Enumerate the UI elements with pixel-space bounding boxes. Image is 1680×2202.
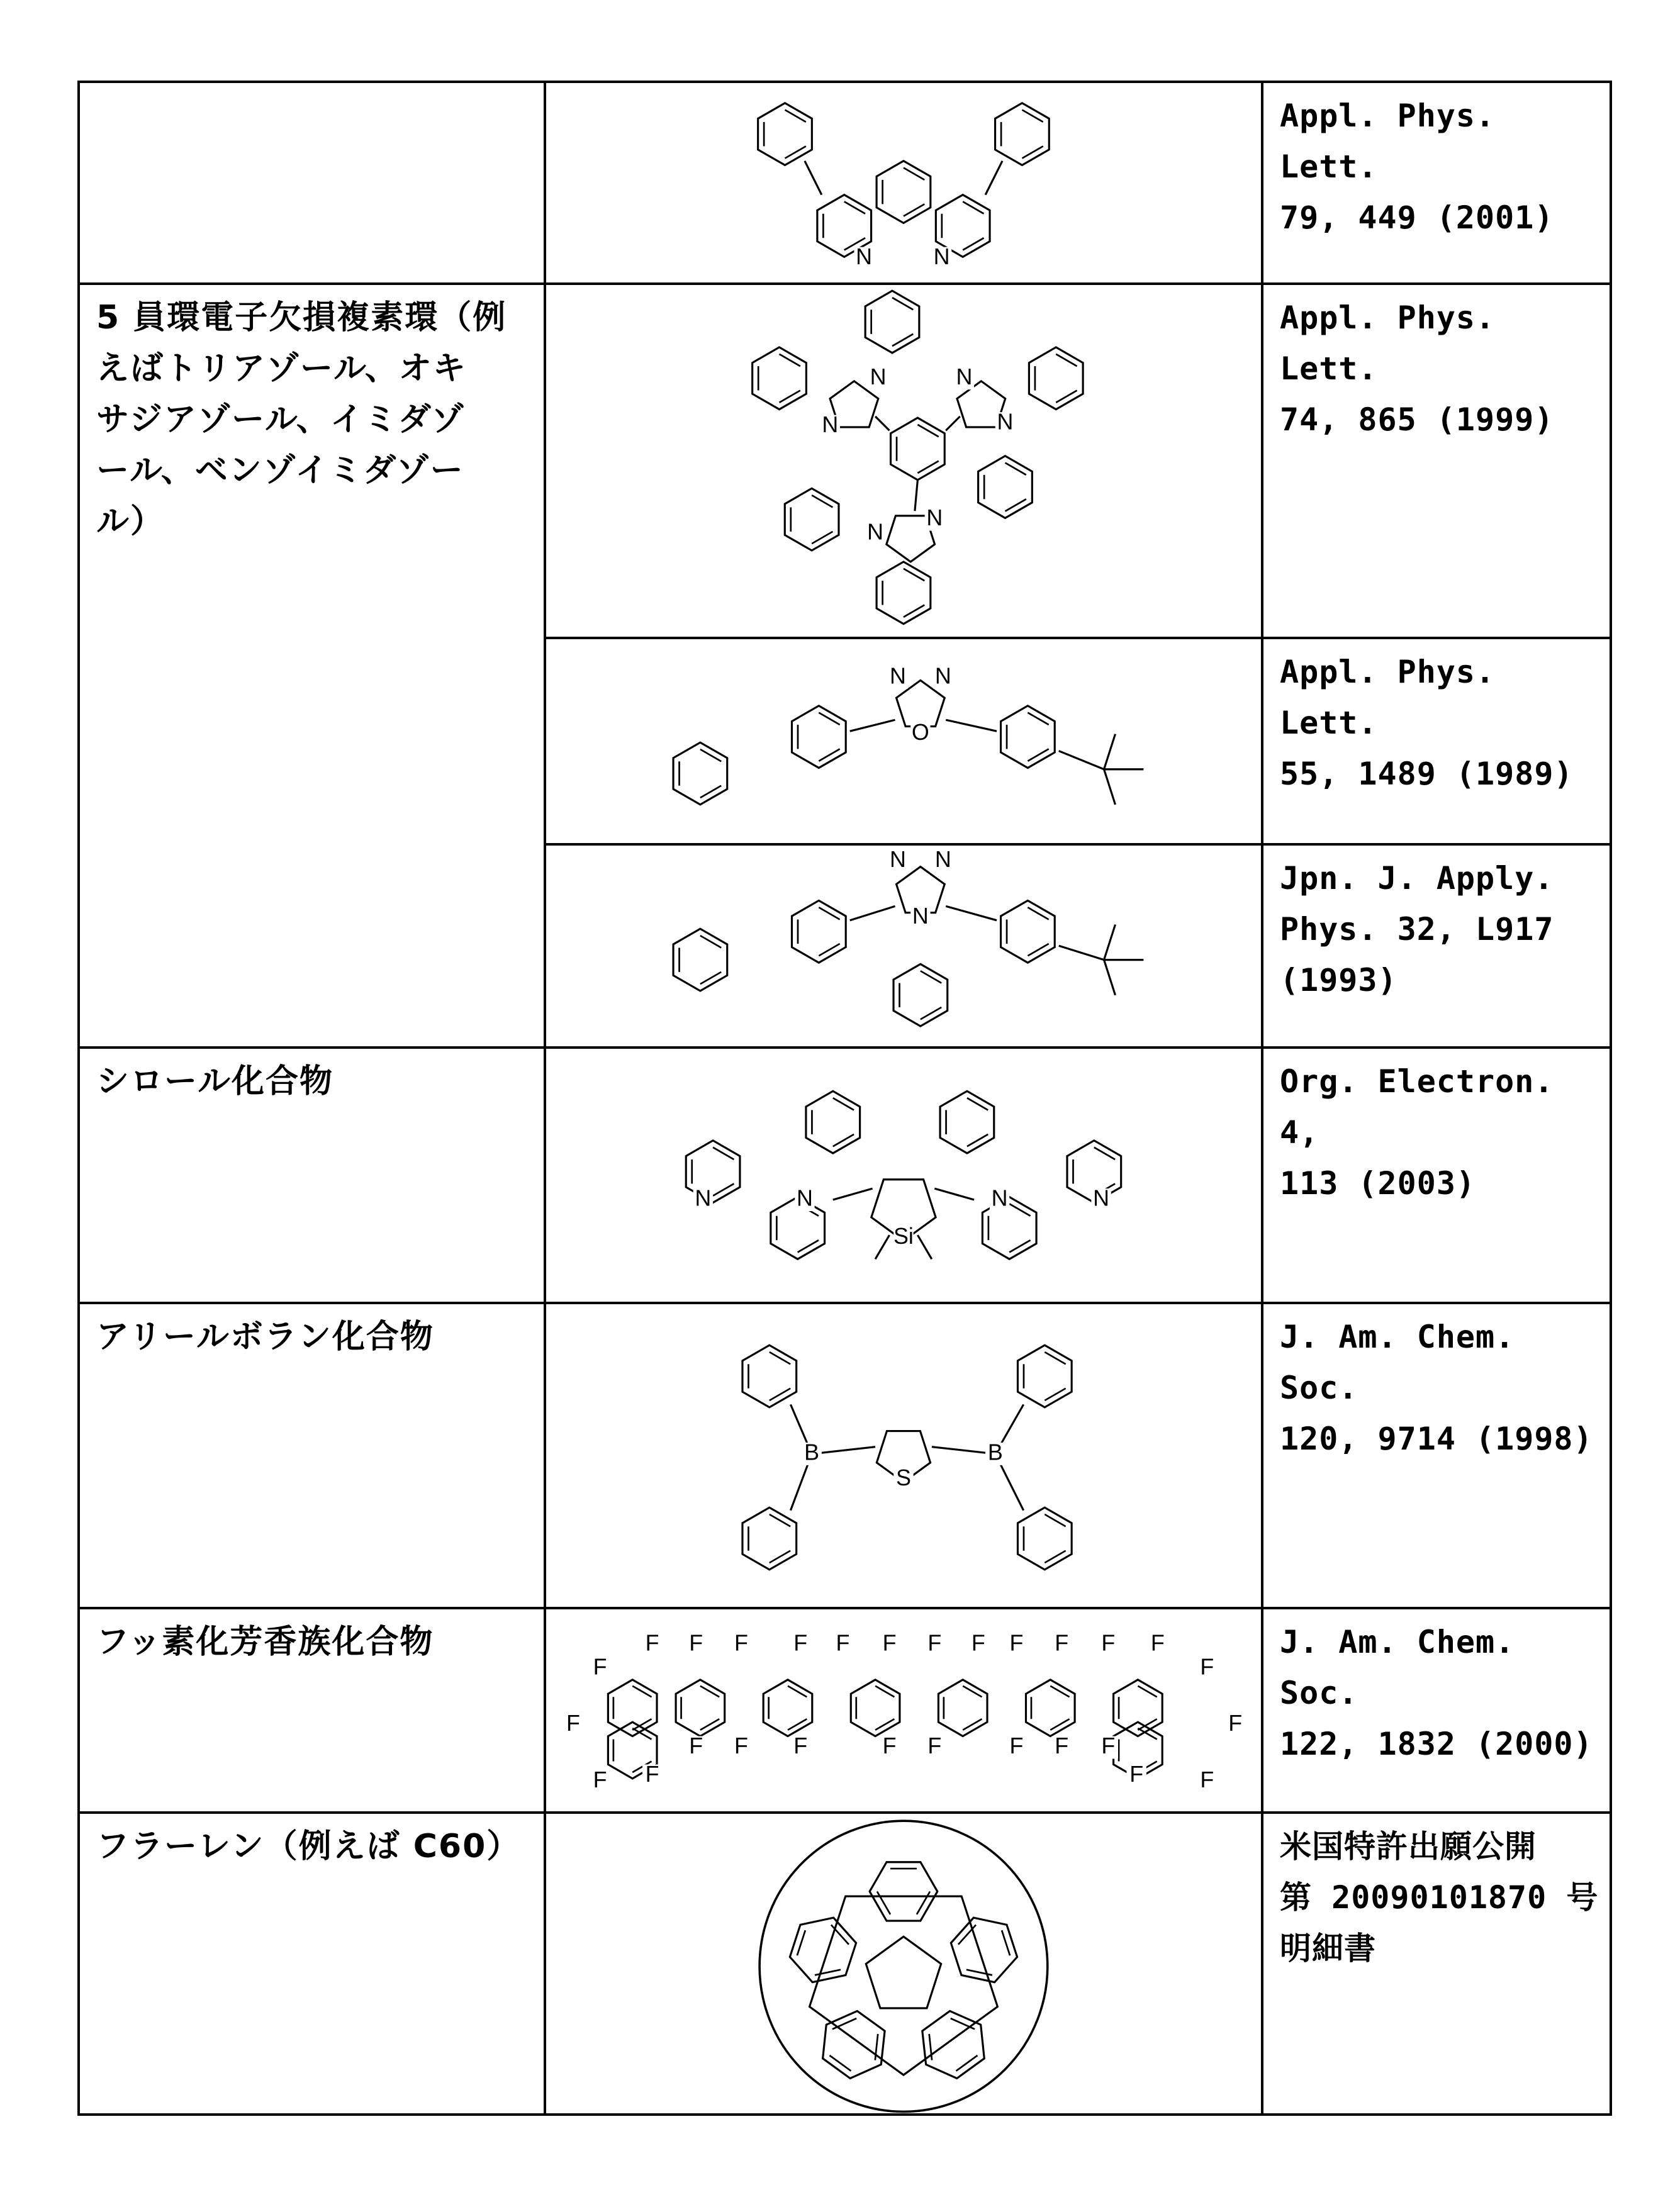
atom-label: N xyxy=(822,412,838,437)
reference-text: Jpn. J. Apply. xyxy=(1280,853,1599,904)
structure-cell xyxy=(545,1303,1262,1608)
reference-cell xyxy=(1262,1303,1611,1608)
atom-label: N xyxy=(890,847,906,872)
atom-label: N xyxy=(935,663,951,688)
atom-label: N xyxy=(856,244,872,269)
reference-text: J. Am. Chem. Soc. xyxy=(1280,1312,1599,1414)
atom-label: F xyxy=(734,1630,748,1655)
reference-text: 79, 449 (2001) xyxy=(1280,193,1599,243)
category-text: サジアゾール、イミダゾ xyxy=(96,394,531,445)
atom-label: N xyxy=(992,1186,1008,1211)
atom-label: F xyxy=(593,1767,607,1792)
category-text: 5 員環電子欠損複素環（例 xyxy=(96,293,531,344)
table-row xyxy=(79,1048,1611,1303)
atom-label: F xyxy=(927,1630,941,1655)
atom-label: F xyxy=(689,1733,703,1758)
atom-label: F xyxy=(646,1762,659,1787)
atom-label: F xyxy=(1009,1733,1023,1758)
reference-text: (1993) xyxy=(1280,955,1599,1006)
atom-label: S xyxy=(896,1465,911,1490)
atom-label: F xyxy=(1009,1630,1023,1655)
atom-label: F xyxy=(734,1733,748,1758)
atom-label: N xyxy=(870,364,887,389)
atom-label: F xyxy=(1101,1630,1115,1655)
reference-cell xyxy=(1262,844,1611,1048)
reference-text: 明細書 xyxy=(1280,1923,1599,1974)
table-row xyxy=(79,1303,1611,1608)
category-cell xyxy=(79,1813,545,2115)
atom-label: N xyxy=(997,410,1014,435)
atom-label: B xyxy=(988,1439,1003,1465)
category-cell xyxy=(79,1608,545,1813)
category-cell xyxy=(79,844,545,1048)
atom-label: Si xyxy=(893,1224,914,1249)
atom-label: N xyxy=(1093,1186,1109,1211)
atom-label: O xyxy=(912,720,929,745)
category-cell xyxy=(79,1048,545,1303)
atom-label: N xyxy=(695,1186,711,1211)
atom-label: F xyxy=(972,1630,985,1655)
table-row xyxy=(79,1813,1611,2115)
structure-cell xyxy=(545,284,1262,638)
reference-text: 米国特許出願公開 xyxy=(1280,1821,1599,1872)
atom-label: N xyxy=(867,520,883,545)
category-text: ル） xyxy=(96,496,531,547)
table-row xyxy=(79,82,1611,284)
category-cell xyxy=(79,82,545,284)
atom-label: F xyxy=(836,1630,850,1655)
reference-cell xyxy=(1262,1813,1611,2115)
category-cell xyxy=(79,638,545,844)
atom-label: F xyxy=(1101,1733,1115,1758)
table-row xyxy=(79,284,1611,638)
atom-label: F xyxy=(1151,1630,1165,1655)
reference-text: Appl. Phys. Lett. xyxy=(1280,293,1599,394)
atom-label: F xyxy=(593,1654,607,1679)
atom-label: F xyxy=(793,1630,807,1655)
reference-cell xyxy=(1262,82,1611,284)
atom-label: F xyxy=(883,1630,897,1655)
atom-label: N xyxy=(926,505,943,530)
compound-table xyxy=(77,81,1612,2116)
atom-label: F xyxy=(646,1630,659,1655)
reference-text: 55, 1489 (1989) xyxy=(1280,749,1599,800)
reference-cell xyxy=(1262,1608,1611,1813)
category-text: フッ素化芳香族化合物 xyxy=(96,1617,531,1668)
reference-text: 第 20090101870 号 xyxy=(1280,1872,1599,1923)
atom-label: N xyxy=(935,847,951,872)
category-cell xyxy=(79,284,545,638)
structure-cell xyxy=(545,638,1262,844)
reference-cell xyxy=(1262,1048,1611,1303)
reference-text: Org. Electron. 4, xyxy=(1280,1056,1599,1158)
atom-label: N xyxy=(956,364,972,389)
atom-label: F xyxy=(883,1733,897,1758)
atom-label: F xyxy=(1200,1654,1214,1679)
reference-cell xyxy=(1262,284,1611,638)
category-text: アリールボラン化合物 xyxy=(96,1312,531,1363)
atom-label: N xyxy=(934,244,950,269)
reference-text: 113 (2003) xyxy=(1280,1158,1599,1209)
category-text: えばトリアゾール、オキ xyxy=(96,344,531,394)
category-cell xyxy=(79,1303,545,1608)
atom-label: F xyxy=(927,1733,941,1758)
category-text: ール、ベンゾイミダゾー xyxy=(96,445,531,496)
reference-text: Appl. Phys. Lett. xyxy=(1280,647,1599,749)
atom-label: F xyxy=(1200,1767,1214,1792)
structure-cell xyxy=(545,82,1262,284)
reference-text: Appl. Phys. Lett. xyxy=(1280,91,1599,193)
atom-label: N xyxy=(912,903,929,929)
reference-text: 74, 865 (1999) xyxy=(1280,394,1599,445)
atom-label: F xyxy=(1129,1762,1143,1787)
reference-cell xyxy=(1262,638,1611,844)
category-text: シロール化合物 xyxy=(96,1056,531,1107)
reference-text: Phys. 32, L917 xyxy=(1280,904,1599,955)
structure-cell xyxy=(545,1048,1262,1303)
atom-label: B xyxy=(804,1439,819,1465)
atom-label: F xyxy=(1228,1711,1242,1736)
structure-cell xyxy=(545,1813,1262,2115)
atom-label: F xyxy=(1055,1630,1068,1655)
atom-label: F xyxy=(689,1630,703,1655)
category-text: フラーレン（例えば C60） xyxy=(96,1821,531,1872)
reference-text: J. Am. Chem. Soc. xyxy=(1280,1617,1599,1719)
table-row xyxy=(79,1608,1611,1813)
table-row xyxy=(79,844,1611,1048)
atom-label: N xyxy=(797,1186,813,1211)
reference-text: 120, 9714 (1998) xyxy=(1280,1414,1599,1465)
structure-cell xyxy=(545,1608,1262,1813)
atom-label: F xyxy=(566,1711,580,1736)
atom-label: N xyxy=(890,663,906,688)
atom-label: F xyxy=(1055,1733,1068,1758)
structure-cell xyxy=(545,844,1262,1048)
table-row xyxy=(79,638,1611,844)
reference-text: 122, 1832 (2000) xyxy=(1280,1719,1599,1770)
atom-label: F xyxy=(793,1733,807,1758)
